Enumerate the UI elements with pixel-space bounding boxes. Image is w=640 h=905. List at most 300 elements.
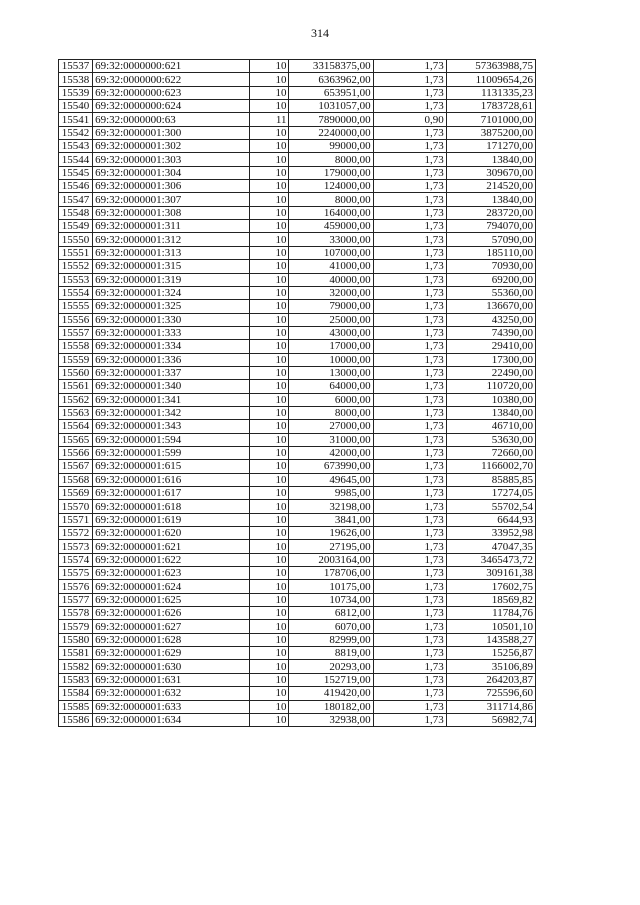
row-number-cell: 15546	[59, 180, 93, 193]
cadastral-number-cell: 69:32:0000000:63	[93, 113, 250, 126]
result-cell: 15256,87	[446, 647, 535, 660]
coefficient-cell: 1,73	[373, 487, 446, 500]
result-cell: 70930,00	[446, 260, 535, 273]
table-row	[59, 647, 536, 660]
table-row	[59, 567, 536, 580]
value-cell: 9985,00	[289, 487, 373, 500]
value-cell: 32938,00	[289, 713, 373, 726]
coefficient-cell: 1,73	[373, 100, 446, 113]
cadastral-value-table	[58, 59, 536, 727]
row-number-cell: 15574	[59, 553, 93, 566]
cadastral-number-cell: 69:32:0000001:304	[93, 166, 250, 179]
value-cell: 180182,00	[289, 700, 373, 713]
coefficient-cell: 1,73	[373, 220, 446, 233]
row-number-cell: 15571	[59, 513, 93, 526]
table-row	[59, 326, 536, 339]
table-row	[59, 60, 536, 73]
row-number-cell: 15540	[59, 100, 93, 113]
result-cell: 18569,82	[446, 593, 535, 606]
cadastral-number-cell: 69:32:0000001:308	[93, 206, 250, 219]
table-row	[59, 487, 536, 500]
cadastral-number-cell: 69:32:0000001:307	[93, 193, 250, 206]
count-cell: 10	[250, 647, 289, 660]
table-row	[59, 406, 536, 419]
value-cell: 40000,00	[289, 273, 373, 286]
value-cell: 8819,00	[289, 647, 373, 660]
row-number-cell: 15579	[59, 620, 93, 633]
result-cell: 11009654,26	[446, 73, 535, 86]
result-cell: 69200,00	[446, 273, 535, 286]
coefficient-cell: 1,73	[373, 420, 446, 433]
result-cell: 72660,00	[446, 446, 535, 459]
count-cell: 10	[250, 153, 289, 166]
result-cell: 55702,54	[446, 500, 535, 513]
table-row	[59, 273, 536, 286]
row-number-cell: 15543	[59, 140, 93, 153]
row-number-cell: 15576	[59, 580, 93, 593]
cadastral-number-cell: 69:32:0000001:615	[93, 460, 250, 473]
value-cell: 43000,00	[289, 326, 373, 339]
count-cell: 10	[250, 567, 289, 580]
cadastral-number-cell: 69:32:0000001:632	[93, 687, 250, 700]
value-cell: 7890000,00	[289, 113, 373, 126]
cadastral-number-cell: 69:32:0000000:623	[93, 86, 250, 99]
result-cell: 311714,86	[446, 700, 535, 713]
coefficient-cell: 1,73	[373, 620, 446, 633]
coefficient-cell: 1,73	[373, 140, 446, 153]
table-row	[59, 126, 536, 139]
coefficient-cell: 1,73	[373, 406, 446, 419]
result-cell: 13840,00	[446, 406, 535, 419]
table-row	[59, 246, 536, 259]
result-cell: 10380,00	[446, 393, 535, 406]
cadastral-number-cell: 69:32:0000001:599	[93, 446, 250, 459]
cadastral-number-cell: 69:32:0000001:313	[93, 246, 250, 259]
table-row	[59, 513, 536, 526]
result-cell: 185110,00	[446, 246, 535, 259]
count-cell: 10	[250, 487, 289, 500]
row-number-cell: 15556	[59, 313, 93, 326]
table-row	[59, 620, 536, 633]
row-number-cell: 15582	[59, 660, 93, 673]
coefficient-cell: 1,73	[373, 580, 446, 593]
cadastral-number-cell: 69:32:0000001:621	[93, 540, 250, 553]
value-cell: 32000,00	[289, 286, 373, 299]
coefficient-cell: 1,73	[373, 446, 446, 459]
value-cell: 8000,00	[289, 153, 373, 166]
row-number-cell: 15539	[59, 86, 93, 99]
row-number-cell: 15562	[59, 393, 93, 406]
row-number-cell: 15567	[59, 460, 93, 473]
table-row	[59, 86, 536, 99]
row-number-cell: 15573	[59, 540, 93, 553]
coefficient-cell: 1,73	[373, 273, 446, 286]
value-cell: 10175,00	[289, 580, 373, 593]
coefficient-cell: 1,73	[373, 393, 446, 406]
count-cell: 10	[250, 100, 289, 113]
result-cell: 3875200,00	[446, 126, 535, 139]
cadastral-number-cell: 69:32:0000001:622	[93, 553, 250, 566]
row-number-cell: 15550	[59, 233, 93, 246]
table-row	[59, 233, 536, 246]
cadastral-number-cell: 69:32:0000001:594	[93, 433, 250, 446]
coefficient-cell: 1,73	[373, 633, 446, 646]
cadastral-number-cell: 69:32:0000001:617	[93, 487, 250, 500]
result-cell: 136670,00	[446, 300, 535, 313]
result-cell: 725596,60	[446, 687, 535, 700]
value-cell: 49645,00	[289, 473, 373, 486]
result-cell: 13840,00	[446, 193, 535, 206]
table-row	[59, 593, 536, 606]
result-cell: 43250,00	[446, 313, 535, 326]
coefficient-cell: 1,73	[373, 433, 446, 446]
value-cell: 31000,00	[289, 433, 373, 446]
table-row	[59, 180, 536, 193]
result-cell: 74390,00	[446, 326, 535, 339]
value-cell: 2003164,00	[289, 553, 373, 566]
cadastral-number-cell: 69:32:0000001:634	[93, 713, 250, 726]
coefficient-cell: 1,73	[373, 86, 446, 99]
table-body	[59, 60, 536, 727]
count-cell: 10	[250, 687, 289, 700]
coefficient-cell: 1,73	[373, 380, 446, 393]
value-cell: 2240000,00	[289, 126, 373, 139]
value-cell: 64000,00	[289, 380, 373, 393]
cadastral-number-cell: 69:32:0000001:619	[93, 513, 250, 526]
value-cell: 33158375,00	[289, 60, 373, 73]
coefficient-cell: 1,73	[373, 353, 446, 366]
table-row	[59, 540, 536, 553]
result-cell: 56982,74	[446, 713, 535, 726]
value-cell: 79000,00	[289, 300, 373, 313]
coefficient-cell: 1,73	[373, 206, 446, 219]
coefficient-cell: 1,73	[373, 500, 446, 513]
cadastral-number-cell: 69:32:0000001:626	[93, 607, 250, 620]
table-row	[59, 380, 536, 393]
value-cell: 653951,00	[289, 86, 373, 99]
result-cell: 110720,00	[446, 380, 535, 393]
row-number-cell: 15554	[59, 286, 93, 299]
count-cell: 10	[250, 126, 289, 139]
cadastral-number-cell: 69:32:0000001:629	[93, 647, 250, 660]
coefficient-cell: 1,73	[373, 300, 446, 313]
count-cell: 10	[250, 540, 289, 553]
table-row	[59, 220, 536, 233]
row-number-cell: 15566	[59, 446, 93, 459]
row-number-cell: 15563	[59, 406, 93, 419]
value-cell: 107000,00	[289, 246, 373, 259]
row-number-cell: 15541	[59, 113, 93, 126]
table-row	[59, 633, 536, 646]
count-cell: 11	[250, 113, 289, 126]
result-cell: 57363988,75	[446, 60, 535, 73]
result-cell: 309161,38	[446, 567, 535, 580]
row-number-cell: 15572	[59, 527, 93, 540]
coefficient-cell: 1,73	[373, 460, 446, 473]
count-cell: 10	[250, 166, 289, 179]
coefficient-cell: 1,73	[373, 540, 446, 553]
cadastral-number-cell: 69:32:0000001:334	[93, 340, 250, 353]
cadastral-number-cell: 69:32:0000001:620	[93, 527, 250, 540]
row-number-cell: 15537	[59, 60, 93, 73]
cadastral-number-cell: 69:32:0000001:343	[93, 420, 250, 433]
value-cell: 179000,00	[289, 166, 373, 179]
coefficient-cell: 1,73	[373, 553, 446, 566]
count-cell: 10	[250, 406, 289, 419]
count-cell: 10	[250, 273, 289, 286]
row-number-cell: 15570	[59, 500, 93, 513]
table-row	[59, 687, 536, 700]
result-cell: 1783728,61	[446, 100, 535, 113]
count-cell: 10	[250, 220, 289, 233]
cadastral-number-cell: 69:32:0000001:628	[93, 633, 250, 646]
table-row	[59, 313, 536, 326]
result-cell: 47047,35	[446, 540, 535, 553]
cadastral-number-cell: 69:32:0000001:623	[93, 567, 250, 580]
cadastral-number-cell: 69:32:0000001:325	[93, 300, 250, 313]
coefficient-cell: 1,73	[373, 153, 446, 166]
result-cell: 171270,00	[446, 140, 535, 153]
row-number-cell: 15561	[59, 380, 93, 393]
row-number-cell: 15545	[59, 166, 93, 179]
cadastral-number-cell: 69:32:0000001:627	[93, 620, 250, 633]
table-row	[59, 460, 536, 473]
count-cell: 10	[250, 140, 289, 153]
result-cell: 17602,75	[446, 580, 535, 593]
count-cell: 10	[250, 233, 289, 246]
result-cell: 22490,00	[446, 366, 535, 379]
cadastral-number-cell: 69:32:0000001:625	[93, 593, 250, 606]
count-cell: 10	[250, 633, 289, 646]
coefficient-cell: 1,73	[373, 660, 446, 673]
count-cell: 10	[250, 420, 289, 433]
row-number-cell: 15549	[59, 220, 93, 233]
count-cell: 10	[250, 446, 289, 459]
row-number-cell: 15568	[59, 473, 93, 486]
row-number-cell: 15553	[59, 273, 93, 286]
value-cell: 8000,00	[289, 193, 373, 206]
result-cell: 1166002,70	[446, 460, 535, 473]
table-row	[59, 286, 536, 299]
row-number-cell: 15560	[59, 366, 93, 379]
count-cell: 10	[250, 206, 289, 219]
value-cell: 20293,00	[289, 660, 373, 673]
table-row	[59, 353, 536, 366]
result-cell: 6644,93	[446, 513, 535, 526]
table-row	[59, 193, 536, 206]
cadastral-number-cell: 69:32:0000001:319	[93, 273, 250, 286]
table-row	[59, 366, 536, 379]
value-cell: 99000,00	[289, 140, 373, 153]
count-cell: 10	[250, 527, 289, 540]
table-row	[59, 580, 536, 593]
coefficient-cell: 1,73	[373, 326, 446, 339]
result-cell: 53630,00	[446, 433, 535, 446]
coefficient-cell: 1,73	[373, 607, 446, 620]
result-cell: 7101000,00	[446, 113, 535, 126]
value-cell: 459000,00	[289, 220, 373, 233]
table-row	[59, 713, 536, 726]
value-cell: 164000,00	[289, 206, 373, 219]
cadastral-number-cell: 69:32:0000001:342	[93, 406, 250, 419]
coefficient-cell: 1,73	[373, 513, 446, 526]
table-row	[59, 393, 536, 406]
cadastral-number-cell: 69:32:0000001:333	[93, 326, 250, 339]
coefficient-cell: 1,73	[373, 366, 446, 379]
cadastral-number-cell: 69:32:0000000:621	[93, 60, 250, 73]
row-number-cell: 15565	[59, 433, 93, 446]
row-number-cell: 15581	[59, 647, 93, 660]
result-cell: 1131335,23	[446, 86, 535, 99]
table-row	[59, 433, 536, 446]
page-number: 314	[311, 26, 329, 40]
coefficient-cell: 1,73	[373, 233, 446, 246]
result-cell: 55360,00	[446, 286, 535, 299]
table-row	[59, 73, 536, 86]
result-cell: 143588,27	[446, 633, 535, 646]
cadastral-number-cell: 69:32:0000001:618	[93, 500, 250, 513]
coefficient-cell: 1,73	[373, 260, 446, 273]
count-cell: 10	[250, 300, 289, 313]
cadastral-number-cell: 69:32:0000001:330	[93, 313, 250, 326]
count-cell: 10	[250, 193, 289, 206]
count-cell: 10	[250, 246, 289, 259]
result-cell: 283720,00	[446, 206, 535, 219]
value-cell: 10734,00	[289, 593, 373, 606]
count-cell: 10	[250, 73, 289, 86]
row-number-cell: 15580	[59, 633, 93, 646]
count-cell: 10	[250, 473, 289, 486]
row-number-cell: 15538	[59, 73, 93, 86]
count-cell: 10	[250, 433, 289, 446]
result-cell: 35106,89	[446, 660, 535, 673]
value-cell: 3841,00	[289, 513, 373, 526]
value-cell: 27195,00	[289, 540, 373, 553]
coefficient-cell: 1,73	[373, 193, 446, 206]
count-cell: 10	[250, 513, 289, 526]
cadastral-number-cell: 69:32:0000001:324	[93, 286, 250, 299]
row-number-cell: 15585	[59, 700, 93, 713]
cadastral-number-cell: 69:32:0000001:616	[93, 473, 250, 486]
count-cell: 10	[250, 593, 289, 606]
count-cell: 10	[250, 313, 289, 326]
value-cell: 25000,00	[289, 313, 373, 326]
result-cell: 11784,76	[446, 607, 535, 620]
row-number-cell: 15583	[59, 673, 93, 686]
table-row	[59, 500, 536, 513]
value-cell: 6070,00	[289, 620, 373, 633]
table-row	[59, 140, 536, 153]
count-cell: 10	[250, 286, 289, 299]
result-cell: 46710,00	[446, 420, 535, 433]
result-cell: 17300,00	[446, 353, 535, 366]
value-cell: 1031057,00	[289, 100, 373, 113]
count-cell: 10	[250, 353, 289, 366]
value-cell: 32198,00	[289, 500, 373, 513]
table-row	[59, 300, 536, 313]
row-number-cell: 15557	[59, 326, 93, 339]
row-number-cell: 15552	[59, 260, 93, 273]
coefficient-cell: 1,73	[373, 673, 446, 686]
coefficient-cell: 1,73	[373, 126, 446, 139]
value-cell: 13000,00	[289, 366, 373, 379]
count-cell: 10	[250, 660, 289, 673]
cadastral-number-cell: 69:32:0000001:303	[93, 153, 250, 166]
count-cell: 10	[250, 673, 289, 686]
table-row	[59, 113, 536, 126]
result-cell: 33952,98	[446, 527, 535, 540]
value-cell: 6812,00	[289, 607, 373, 620]
count-cell: 10	[250, 607, 289, 620]
table-row	[59, 446, 536, 459]
table-row	[59, 553, 536, 566]
value-cell: 42000,00	[289, 446, 373, 459]
table-row	[59, 420, 536, 433]
table-row	[59, 700, 536, 713]
result-cell: 13840,00	[446, 153, 535, 166]
value-cell: 8000,00	[289, 406, 373, 419]
result-cell: 85885,85	[446, 473, 535, 486]
count-cell: 10	[250, 60, 289, 73]
cadastral-number-cell: 69:32:0000001:633	[93, 700, 250, 713]
row-number-cell: 15584	[59, 687, 93, 700]
result-cell: 17274,05	[446, 487, 535, 500]
value-cell: 124000,00	[289, 180, 373, 193]
value-cell: 6000,00	[289, 393, 373, 406]
table-row	[59, 473, 536, 486]
coefficient-cell: 1,73	[373, 73, 446, 86]
table-row	[59, 660, 536, 673]
value-cell: 27000,00	[289, 420, 373, 433]
coefficient-cell: 1,73	[373, 593, 446, 606]
cadastral-number-cell: 69:32:0000000:624	[93, 100, 250, 113]
row-number-cell: 15558	[59, 340, 93, 353]
count-cell: 10	[250, 340, 289, 353]
value-cell: 33000,00	[289, 233, 373, 246]
value-cell: 6363962,00	[289, 73, 373, 86]
value-cell: 41000,00	[289, 260, 373, 273]
row-number-cell: 15551	[59, 246, 93, 259]
result-cell: 29410,00	[446, 340, 535, 353]
value-cell: 152719,00	[289, 673, 373, 686]
coefficient-cell: 1,73	[373, 340, 446, 353]
coefficient-cell: 1,73	[373, 286, 446, 299]
table-row	[59, 673, 536, 686]
result-cell: 309670,00	[446, 166, 535, 179]
coefficient-cell: 1,73	[373, 180, 446, 193]
cadastral-number-cell: 69:32:0000001:302	[93, 140, 250, 153]
table-row	[59, 340, 536, 353]
table-row	[59, 166, 536, 179]
row-number-cell: 15555	[59, 300, 93, 313]
coefficient-cell: 1,73	[373, 700, 446, 713]
cadastral-number-cell: 69:32:0000001:631	[93, 673, 250, 686]
value-cell: 673990,00	[289, 460, 373, 473]
result-cell: 10501,10	[446, 620, 535, 633]
cadastral-number-cell: 69:32:0000001:300	[93, 126, 250, 139]
cadastral-number-cell: 69:32:0000001:624	[93, 580, 250, 593]
count-cell: 10	[250, 580, 289, 593]
result-cell: 214520,00	[446, 180, 535, 193]
coefficient-cell: 1,73	[373, 527, 446, 540]
value-cell: 17000,00	[289, 340, 373, 353]
row-number-cell: 15577	[59, 593, 93, 606]
coefficient-cell: 1,73	[373, 246, 446, 259]
value-cell: 178706,00	[289, 567, 373, 580]
value-cell: 19626,00	[289, 527, 373, 540]
cadastral-number-cell: 69:32:0000001:630	[93, 660, 250, 673]
result-cell: 794070,00	[446, 220, 535, 233]
